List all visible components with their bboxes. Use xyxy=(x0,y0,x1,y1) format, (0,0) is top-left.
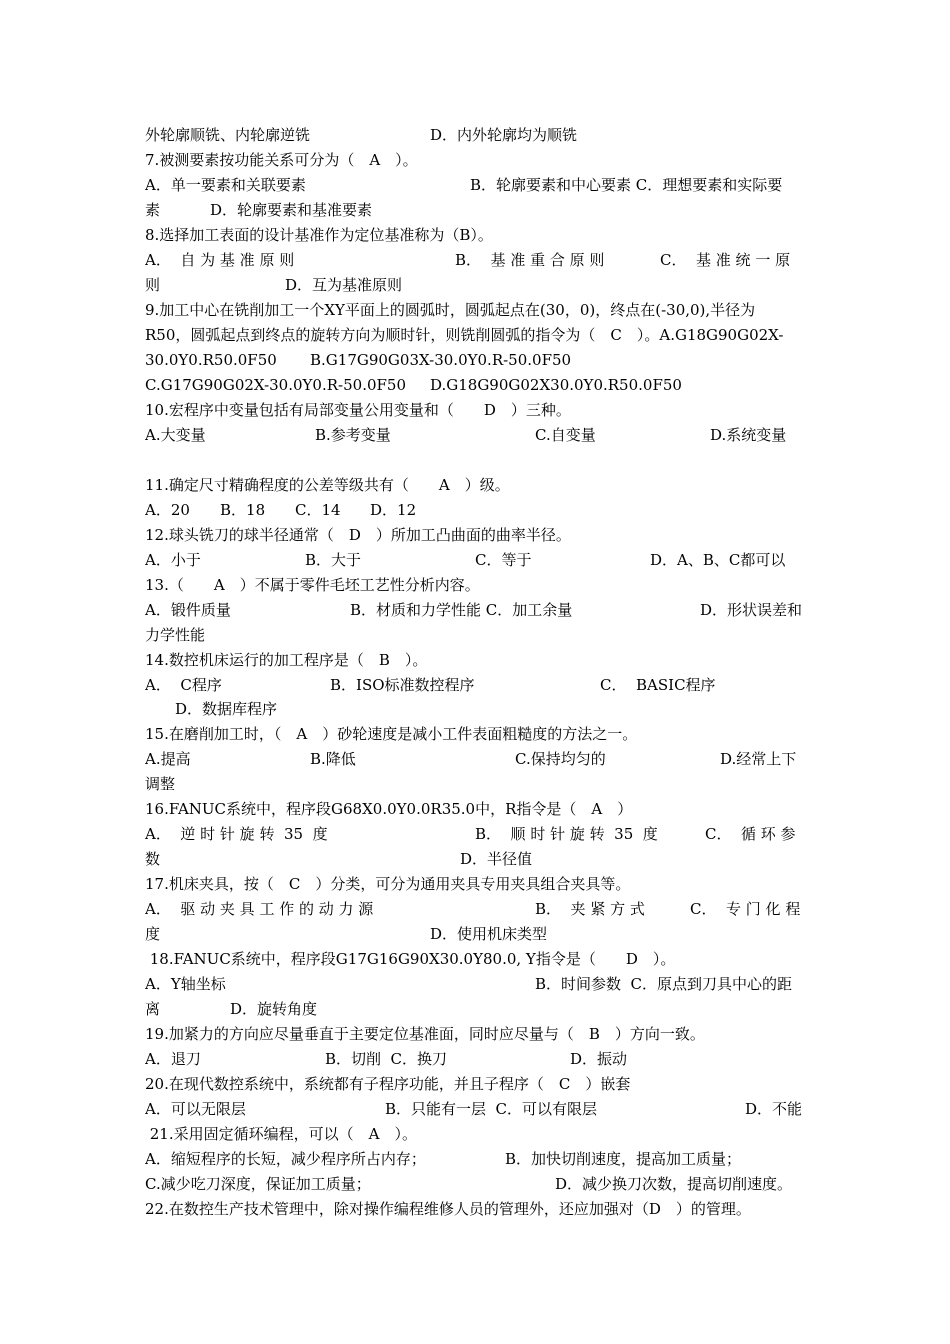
text-segment: B.参考变量 xyxy=(315,426,391,444)
text-segment: 12.球头铣刀的球半径通常（ D ）所加工凸曲面的曲率半径。 xyxy=(145,526,571,544)
text-segment: B． 基 准 重 合 原 则 xyxy=(455,251,605,269)
text-line xyxy=(145,822,810,847)
text-segment: C． 专 门 化 程 xyxy=(690,900,801,918)
text-segment: 度 xyxy=(145,925,161,943)
text-segment: A．单一要素和关联要素 xyxy=(145,176,306,194)
text-segment: A．缩短程序的长短，减少程序所占内存； xyxy=(145,1150,426,1168)
text-segment: B．轮廓要素和中心要素 C．理想要素和实际要 xyxy=(470,176,783,194)
text-segment: R50，圆弧起点到终点的旋转方向为顺时针，则铣削圆弧的指令为（ C ）。A.G18G90G02X- xyxy=(145,326,784,344)
text-line xyxy=(145,722,810,747)
text-line xyxy=(145,573,810,598)
text-line xyxy=(145,173,810,198)
text-segment: D．形状误差和 xyxy=(700,601,803,619)
text-segment: A．退刀 xyxy=(145,1050,201,1068)
text-segment: C． BASIC程序 xyxy=(600,676,716,694)
text-segment: A．小于 xyxy=(145,551,201,569)
text-segment: 则 xyxy=(145,276,161,294)
text-segment: B． 夹 紧 方 式 xyxy=(535,900,645,918)
text-segment: 16.FANUC系统中，程序段G68X0.0Y0.0R35.0中，R指令是（ A ） xyxy=(145,800,633,818)
text-line xyxy=(145,1122,810,1147)
text-segment: B． 顺 时 针 旋 转 35 度 xyxy=(475,825,658,843)
text-segment: D．减少换刀次数，提高切削速度。 xyxy=(555,1175,793,1193)
text-segment: C．等于 xyxy=(475,551,532,569)
text-segment: B.G17G90G03X-30.0Y0.R-50.0F50 xyxy=(310,351,572,369)
text-line xyxy=(145,1072,810,1097)
text-line xyxy=(145,847,810,872)
text-segment: 离 xyxy=(145,1000,161,1018)
text-line xyxy=(145,373,810,398)
text-segment: C．14 xyxy=(295,501,341,519)
text-segment: B．加快切削速度，提高加工质量； xyxy=(505,1150,742,1168)
text-segment: 9.加工中心在铣削加工一个XY平面上的圆弧时，圆弧起点在(30，0)，终点在(-30,0),半径为 xyxy=(145,301,756,319)
text-line xyxy=(145,897,810,922)
text-segment: D．半径值 xyxy=(460,850,533,868)
text-segment: A． 驱 动 夹 具 工 作 的 动 力 源 xyxy=(145,900,374,918)
text-segment: 调整 xyxy=(145,775,176,793)
text-line xyxy=(145,947,810,972)
text-segment: D．振动 xyxy=(570,1050,628,1068)
text-line xyxy=(145,498,810,523)
text-line xyxy=(145,323,810,348)
text-segment: 14.数控机床运行的加工程序是（ B ）。 xyxy=(145,651,428,669)
text-line xyxy=(145,1097,810,1122)
text-segment: D．数据库程序 xyxy=(175,700,278,718)
text-line xyxy=(145,523,810,548)
text-segment: C.自变量 xyxy=(535,426,596,444)
text-line xyxy=(145,1147,810,1172)
text-segment: C． 基 准 统 一 原 xyxy=(660,251,791,269)
text-segment: 数 xyxy=(145,850,161,868)
text-segment: 8.选择加工表面的设计基准作为定位基准称为（B）。 xyxy=(145,226,493,244)
text-segment: 17.机床夹具，按（ C ）分类，可分为通用夹具专用夹具组合夹具等。 xyxy=(145,875,631,893)
text-segment: D.G18G90G02X30.0Y0.R50.0F50 xyxy=(430,376,682,394)
text-line xyxy=(145,273,810,298)
text-segment: 13.（ A ）不属于零件毛坯工艺性分析内容。 xyxy=(145,576,480,594)
text-segment: 20.在现代数控系统中，系统都有子程序功能，并且子程序（ C ）嵌套 xyxy=(145,1075,631,1093)
text-line xyxy=(145,248,810,273)
text-segment: D．使用机床类型 xyxy=(430,925,548,943)
text-segment: D．不能 xyxy=(745,1100,803,1118)
text-line xyxy=(145,797,810,822)
text-line xyxy=(145,1022,810,1047)
text-line xyxy=(145,623,810,648)
text-line xyxy=(145,473,810,498)
text-line xyxy=(145,1172,810,1197)
text-segment: B.降低 xyxy=(310,750,356,768)
text-segment: A.提高 xyxy=(145,750,191,768)
text-segment: 7.被测要素按功能关系可分为（ A ）。 xyxy=(145,151,418,169)
text-line xyxy=(145,298,810,323)
text-segment: D．旋转角度 xyxy=(230,1000,318,1018)
text-line xyxy=(145,972,810,997)
text-segment: A． C程序 xyxy=(145,676,222,694)
text-segment: D.系统变量 xyxy=(710,426,787,444)
text-line xyxy=(145,123,810,148)
text-segment: 30.0Y0.R50.0F50 xyxy=(145,351,277,369)
text-segment: A．可以无限层 xyxy=(145,1100,246,1118)
text-segment: 18.FANUC系统中，程序段G17G16G90X30.0Y80.0, Y指令是（ D ）。 xyxy=(145,950,676,968)
text-segment: B．切削 C．换刀 xyxy=(325,1050,448,1068)
text-segment: A．Y轴坐标 xyxy=(145,975,226,993)
text-segment: 外轮廓顺铣、内轮廓逆铣 xyxy=(145,126,311,144)
text-segment: B．ISO标准数控程序 xyxy=(330,676,475,694)
text-segment: 15.在磨削加工时，（ A ）砂轮速度是减小工件表面粗糙度的方法之一。 xyxy=(145,725,638,743)
text-line xyxy=(145,772,810,797)
text-segment: B．材质和力学性能 C．加工余量 xyxy=(350,601,573,619)
text-line xyxy=(145,997,810,1022)
text-segment: D.经常上下 xyxy=(720,750,797,768)
text-line xyxy=(145,872,810,897)
text-segment: C.G17G90G02X-30.0Y0.R-50.0F50 xyxy=(145,376,406,394)
text-segment: 21.采用固定循环编程，可以（ A ）。 xyxy=(145,1125,417,1143)
text-line xyxy=(145,198,810,223)
text-line xyxy=(145,648,810,673)
text-segment: 素 xyxy=(145,201,161,219)
text-segment: B．18 xyxy=(220,501,266,519)
text-segment: C． 循 环 参 xyxy=(705,825,796,843)
text-line xyxy=(145,598,810,623)
text-line xyxy=(145,747,810,772)
text-line xyxy=(145,398,810,423)
text-segment: B．大于 xyxy=(305,551,362,569)
text-segment: A． 逆 时 针 旋 转 35 度 xyxy=(145,825,328,843)
text-segment: B．时间参数 C．原点到刀具中心的距 xyxy=(535,975,793,993)
text-segment: 力学性能 xyxy=(145,626,206,644)
text-line xyxy=(145,423,810,448)
text-line xyxy=(145,697,810,722)
text-segment: 19.加紧力的方向应尽量垂直于主要定位基准面，同时应尽量与（ B ）方向一致。 xyxy=(145,1025,705,1043)
text-line xyxy=(145,148,810,173)
text-segment: A． 自 为 基 准 原 则 xyxy=(145,251,295,269)
text-segment: 11.确定尺寸精确程度的公差等级共有（ A ）级。 xyxy=(145,476,510,494)
text-segment: 10.宏程序中变量包括有局部变量公用变量和（ D ）三种。 xyxy=(145,401,571,419)
text-line xyxy=(145,1047,810,1072)
text-line xyxy=(145,922,810,947)
text-segment: C.减少吃刀深度，保证加工质量； xyxy=(145,1175,371,1193)
text-segment: D．A、B、C都可以 xyxy=(650,551,786,569)
text-line xyxy=(145,548,810,573)
text-segment: D．12 xyxy=(370,501,417,519)
text-segment: D．轮廓要素和基准要素 xyxy=(210,201,373,219)
text-line xyxy=(145,348,810,373)
text-segment: 22.在数控生产技术管理中，除对操作编程维修人员的管理外，还应加强对（D ）的管理。 xyxy=(145,1200,751,1218)
text-segment: A．锻件质量 xyxy=(145,601,231,619)
text-segment: B．只能有一层 C．可以有限层 xyxy=(385,1100,598,1118)
text-segment: A.大变量 xyxy=(145,426,206,444)
text-line xyxy=(145,223,810,248)
text-segment: A．20 xyxy=(145,501,190,519)
text-segment: D．互为基准原则 xyxy=(285,276,403,294)
text-segment: C.保持均匀的 xyxy=(515,750,606,768)
text-segment: D．内外轮廓均为顺铣 xyxy=(430,126,578,144)
text-line xyxy=(145,1197,810,1222)
text-line xyxy=(145,673,810,698)
